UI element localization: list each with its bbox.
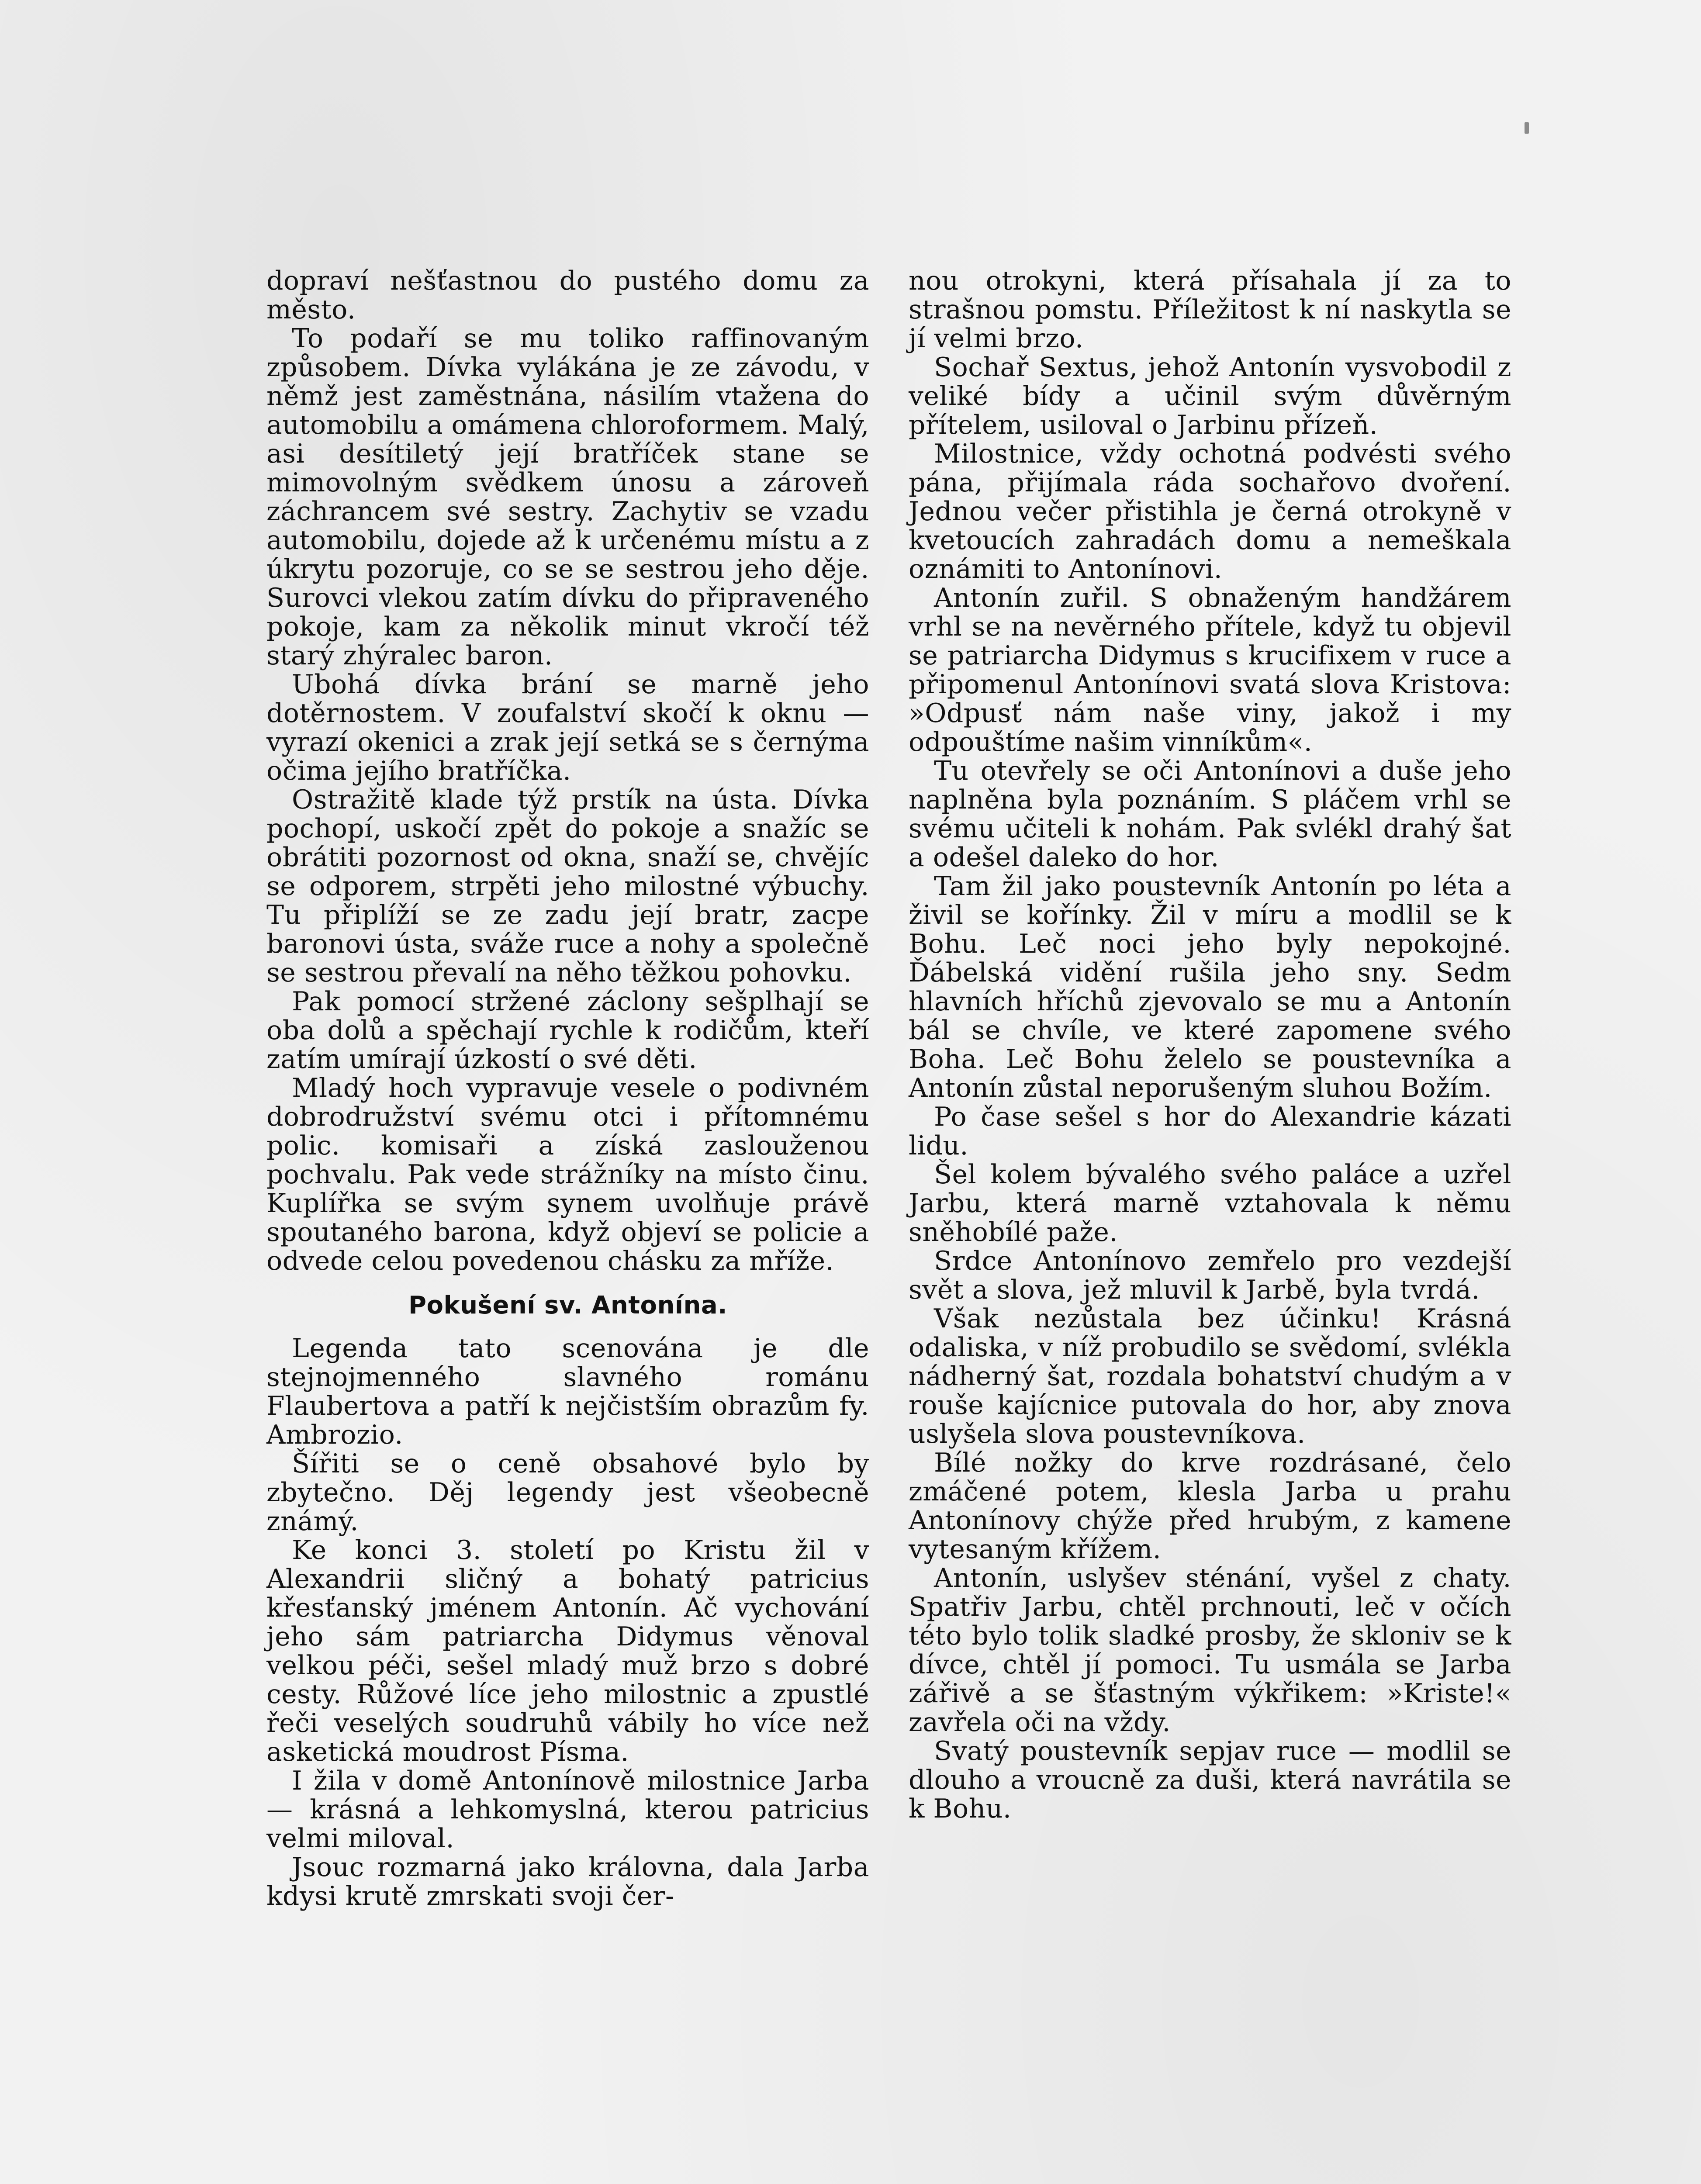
- paragraph: Legenda tato scenována je dle stejnojmenného slavného románu Flaubertova a patří k nejčistším obrazům fy. Ambrozio.: [266, 1333, 869, 1450]
- paragraph: Šířiti se o ceně obsahové bylo by zbytečno. Děj legendy jest všeobecně známý.: [266, 1448, 869, 1537]
- left-column: [266, 266, 869, 1911]
- paragraph: Však nezůstala bez účinku! Krásná odaliska, v níž probudilo se svědomí, svlékla nádherný šat, rozdala bohatství chudým a v rouše kajícnice putovala do hor, aby znova uslyšela slova poustevníkova.: [909, 1303, 1511, 1449]
- paragraph: Pak pomocí stržené záclony sešplhají se oba dolů a spěchají rychle k rodičům, kteří zatím umírají úzkostí o své děti.: [266, 986, 869, 1075]
- section-heading: Pokušení sv. Antonína.: [408, 1291, 727, 1320]
- paragraph: Sochař Sextus, jehož Antonín vysvobodil z veliké bídy a učinil svým důvěrným přítelem, usiloval o Jarbinu přízeň.: [909, 352, 1511, 440]
- paragraph: Po čase sešel s hor do Alexandrie kázati lidu.: [909, 1102, 1511, 1161]
- paragraph: Šel kolem bývalého svého paláce a uzřel Jarbu, která marně vztahovala k němu sněhobílé paže.: [909, 1159, 1511, 1248]
- paragraph: nou otrokyni, která přísahala jí za to strašnou pomstu. Příležitost k ní naskytla se jí velmi brzo.: [909, 266, 1511, 354]
- paragraph: Ubohá dívka brání se marně jeho dotěrnostem. V zoufalství skočí k oknu — vyrazí okenici a zrak její setká se s černýma očima jejího bratříčka.: [266, 669, 869, 786]
- paragraph: Milostnice, vždy ochotná podvésti svého pána, přijímala ráda sochařovo dvoření. Jednou večer přistihla je černá otrokyně v kvetoucích zahradách domu a nemeškala oznámiti to Antonínovi.: [909, 439, 1511, 584]
- paragraph: Antonín zuřil. S obnaženým handžárem vrhl se na nevěrného přítele, když tu objevil se patriarcha Didymus s krucifixem v ruce a připomenul Antonínovi svatá slova Kristova: »Odpusť nám naše viny, jakož i my odpouštíme našim vinníkům«.: [909, 583, 1511, 757]
- paragraph: Jsouc rozmarná jako královna, dala Jarba kdysi krutě zmrskati svoji čer-: [266, 1852, 869, 1911]
- paragraph: Bílé nožky do krve rozdrásané, čelo zmáčené potem, klesla Jarba u prahu Antonínovy chýže před hrubým, z kamene vytesaným křížem.: [909, 1448, 1511, 1565]
- paragraph: Mladý hoch vypravuje vesele o podivném dobrodružství svému otci i přítomnému polic. komisaři a získá zaslouženou pochvalu. Pak vede strážníky na místo činu. Kuplířka se svým synem uvolňuje právě spoutaného barona, když objeví se policie a odvede celou povedenou chásku za mříže.: [266, 1073, 869, 1276]
- paragraph: Svatý poustevník sepjav ruce — modlil se dlouho a vroucně za duši, která navrátila se k Bohu.: [909, 1736, 1511, 1824]
- paragraph: I žila v domě Antonínově milostnice Jarba — krásná a lehkomyslná, kterou patricius velmi miloval.: [266, 1766, 869, 1854]
- paragraph: Tam žil jako poustevník Antonín po léta a živil se kořínky. Žil v míru a modlil se k Bohu. Leč noci jeho byly nepokojné. Ďábelská vidění rušila jeho sny. Sedm hlavních hříchů zjevovalo se mu a Antonín bál se chvíle, ve které zapomene svého Boha. Leč Bohu želelo se poustevníka a Antonín zůstal neporušeným sluhou Božím.: [909, 871, 1511, 1103]
- paragraph: Srdce Antonínovo zemřelo pro vezdejší svět a slova, jež mluvil k Jarbě, byla tvrdá.: [909, 1246, 1511, 1305]
- paragraph: dopraví nešťastnou do pustého domu za město.: [266, 266, 869, 325]
- paragraph: Ostražitě klade týž prstík na ústa. Dívka pochopí, uskočí zpět do pokoje a snažíc se obrátiti pozornost od okna, snaží se, chvějíc se odporem, strpěti jeho milostné výbuchy. Tu připlíží se ze zadu její bratr, zacpe baronovi ústa, sváže ruce a nohy a společně se sestrou převalí na něho těžkou pohovku.: [266, 784, 869, 988]
- right-column: [909, 266, 1511, 1823]
- paragraph: Antonín, uslyšev sténání, vyšel z chaty. Spatřiv Jarbu, chtěl prchnouti, leč v očích této bylo tolik sladké prosby, že skloniv se k dívce, chtěl jí pomoci. Tu usmála se Jarba zářivě a se šťastným výkřikem: »Kriste!« zavřela oči na vždy.: [909, 1563, 1511, 1738]
- scan-speck: [1525, 122, 1529, 134]
- paragraph: To podaří se mu toliko raffinovaným způsobem. Dívka vylákána je ze závodu, v němž jest zaměstnána, násilím vtažena do automobilu a omámena chloroformem. Malý, asi desítiletý její bratříček stane se mimovolným svědkem únosu a zároveň záchrancem své sestry. Zachytiv se vzadu automobilu, dojede až k určenému místu a z úkrytu pozoruje, co se se sestrou jeho děje. Surovci vlekou zatím dívku do připraveného pokoje, kam za několik minut vkročí též starý zhýralec baron.: [266, 323, 869, 671]
- paragraph: Ke konci 3. století po Kristu žil v Alexandrii sličný a bohatý patricius křesťanský jménem Antonín. Ač vychování jeho sám patriarcha Didymus věnoval velkou péči, sešel mladý muž brzo s dobré cesty. Růžové líce jeho milostnic a zpustlé řeči veselých soudruhů vábily ho více než asketická moudrost Písma.: [266, 1535, 869, 1767]
- paragraph: Tu otevřely se oči Antonínovi a duše jeho naplněna byla poznáním. S pláčem vrhl se svému učiteli k nohám. Pak svlékl drahý šat a odešel daleko do hor.: [909, 756, 1511, 873]
